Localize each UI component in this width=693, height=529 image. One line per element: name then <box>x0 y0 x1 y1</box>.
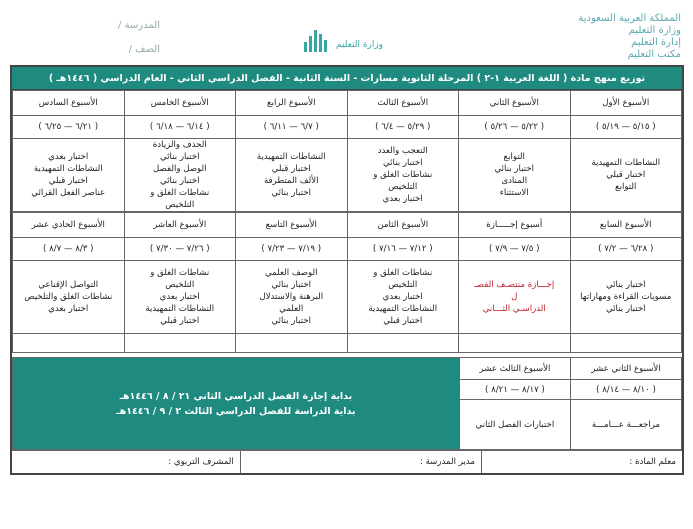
lesson-line: نشاطات الغلق والتلخيص <box>24 292 113 302</box>
week-dates: ( ٨/١٠ — ٨/١٤ ) <box>570 380 681 400</box>
lesson-line: اختبار قبلي <box>271 164 311 174</box>
week-label: الأسبوع الثاني <box>459 91 571 116</box>
lesson-line: نشاطات الغلق و <box>373 170 433 180</box>
week-spacer <box>570 334 682 353</box>
week-content: اختبارات الفصل الثاني <box>459 400 570 450</box>
term-start-note: بداية الدراسة للفصل الدراسي الثالث ٢ / ٩ / ١٤٤٦هـ <box>116 405 356 417</box>
lesson-line: التوابع <box>503 152 525 162</box>
lesson-line: مسويات القراءة ومهاراتها <box>580 292 672 302</box>
week-label: الأسبوع الثالث <box>347 91 459 116</box>
sheet-title: توزيع منهج مادة ( اللغة العربية ١-٢ ) المرحلة الثانوية مسارات - السنة الثانية - الفصل الدراسي الثاني - العام الدراسي ( ١٤٤٦هـ ) <box>12 67 682 90</box>
lesson-line: اختبار بنائي <box>605 304 646 314</box>
week-spacer <box>236 334 348 353</box>
lesson-line: اختبار قبلي <box>606 170 646 180</box>
lesson-line: اختبار بعدي <box>382 194 423 204</box>
lesson-line: التوابع <box>615 182 637 192</box>
lesson-line: اختبار بنائي <box>605 280 646 290</box>
week-dates: ( ٦/٧ — ٦/١١ ) <box>236 116 348 139</box>
week-label: الأسبوع الخامس <box>124 91 236 116</box>
week-dates: ( ٧/١٩ — ٧/٢٣ ) <box>236 238 348 261</box>
ministry-logo <box>300 22 410 58</box>
week-dates: ( ٧/٥ — ٧/٩ ) <box>459 238 571 261</box>
week-dates: ( ٦/٢٨ — ٧/٢ ) <box>570 238 682 261</box>
week-label: الأسبوع الرابع <box>236 91 348 116</box>
lesson-line: نشاطات الغلق و <box>373 268 433 278</box>
lesson-line: التواصل الإقناعي <box>38 280 99 290</box>
lesson-line: اختبار بنائي <box>271 316 312 326</box>
lesson-line: النشاطات التمهيدية <box>145 304 215 314</box>
week-dates: ( ٦/١٤ — ٦/١٨ ) <box>124 116 236 139</box>
lesson-line: ل <box>511 292 518 302</box>
lesson-line: التلخيص <box>388 182 418 192</box>
lesson-line: اختبار بنائي <box>159 152 200 162</box>
lesson-line: البرهنة والاستدلال <box>259 292 324 302</box>
week-label: الأسبوع الحادي عشر <box>13 213 125 238</box>
week-content <box>570 261 682 334</box>
break-start-note: بداية إجازة الفصل الدراسي الثاني ٢١ / ٨ / ١٤٤٦هـ <box>119 390 353 402</box>
curriculum-sheet <box>10 65 684 475</box>
lesson-line: اختبار بعدي <box>159 292 200 302</box>
week-spacer <box>347 334 459 353</box>
week-content: مراجعـــة عـــامـــة <box>570 400 681 450</box>
signature-row <box>12 450 682 473</box>
week-dates: ( ٨/٣ — ٨/٧ ) <box>13 238 125 261</box>
week-content <box>13 139 125 212</box>
lesson-line: اختبار بنائي <box>271 188 312 198</box>
week-dates: ( ٧/١٢ — ٧/١٦ ) <box>347 238 459 261</box>
ministry-logo-icon <box>300 22 334 56</box>
week-dates: ( ٦/٢١ — ٦/٢٥ ) <box>13 116 125 139</box>
week-content <box>236 261 348 334</box>
week-label: الأسبوع الثالث عشر <box>459 358 570 380</box>
lesson-line: الاستثناء <box>499 188 529 198</box>
supervisor-field: المشرف التربوي : <box>168 457 234 467</box>
lesson-line: التعجب والعدد <box>377 146 428 156</box>
term-notes <box>13 358 460 450</box>
lesson-line: النشاطات التمهيدية <box>591 158 661 168</box>
week-content <box>236 139 348 212</box>
lesson-line: اختبار قبلي <box>383 316 423 326</box>
lesson-line: إجـــازة منتصـف الفصـ <box>474 280 555 290</box>
lesson-line: اختبار قبلي <box>48 176 88 186</box>
school-info <box>100 14 160 62</box>
week-spacer <box>13 334 125 353</box>
lesson-line: اختبار بعدي <box>382 292 423 302</box>
week-dates: ( ٥/٢٢ — ٥/٢٦ ) <box>459 116 571 139</box>
lesson-line: الوصل والفصل <box>153 164 207 174</box>
lesson-line: اختبار بعدي <box>48 304 89 314</box>
lesson-line: التلخيص <box>388 280 418 290</box>
lesson-line: نشاطات الغلق و <box>150 188 210 198</box>
lesson-line: اختبار بنائي <box>382 158 423 168</box>
lesson-line: الحذف والزيادة <box>152 140 207 150</box>
week-spacer <box>124 334 236 353</box>
lesson-line: عناصر الفعل القرائي <box>31 188 106 198</box>
lesson-line: النشاطات التمهيدية <box>256 152 326 162</box>
week-label: الأسبوع العاشر <box>124 213 236 238</box>
week-label: الأسبوع الثامن <box>347 213 459 238</box>
lesson-line: العلمي <box>279 304 304 314</box>
logo-text: وزارة التعليم <box>336 40 384 50</box>
week-label: الأسبوع الأول <box>570 91 682 116</box>
week-dates: ( ٥/٢٩ — ٦/٤ ) <box>347 116 459 139</box>
lesson-line: اختبار بنائي <box>271 280 312 290</box>
lesson-line: المنادى <box>501 176 528 186</box>
lesson-line: التلخيص <box>165 280 195 290</box>
week-label: الأسبوع السادس <box>13 91 125 116</box>
lesson-line: اختبار قبلي <box>160 316 200 326</box>
week-spacer <box>459 334 571 353</box>
holiday-content <box>459 261 571 334</box>
lesson-line: اختبار بنائي <box>494 164 535 174</box>
lesson-line: اختبار بنائي <box>159 176 200 186</box>
lesson-line: الوصف العلمي <box>265 268 318 278</box>
principal-field: مدير المدرسة : <box>240 451 481 473</box>
lesson-line: اختبار بعدي <box>48 152 89 162</box>
week-dates: ( ٧/٢٦ — ٧/٣٠ ) <box>124 238 236 261</box>
lesson-line: النشاطات التمهيدية <box>33 164 103 174</box>
week-content <box>124 261 236 334</box>
week-content <box>347 261 459 334</box>
schedule-block-1 <box>12 90 682 212</box>
lesson-line: النشاطات التمهيدية <box>368 304 438 314</box>
week-content <box>347 139 459 212</box>
lesson-line: نشاطات الغلق و <box>150 268 210 278</box>
week-dates: ( ٨/١٧ — ٨/٢١ ) <box>459 380 570 400</box>
ministry-line: إدارة التعليم <box>631 37 681 48</box>
class-label: الصف / <box>128 44 160 55</box>
week-content <box>459 139 571 212</box>
week-content <box>13 261 125 334</box>
ministry-line: مكتب التعليم <box>627 49 681 60</box>
week-content <box>124 139 236 212</box>
ministry-header <box>561 13 681 61</box>
week-dates: ( ٥/١٥ — ٥/١٩ ) <box>570 116 682 139</box>
schedule-block-2 <box>12 212 682 353</box>
teacher-field: معلم المادة : <box>481 451 682 473</box>
week-content <box>570 139 682 212</box>
week-label: الأسبوع السابع <box>570 213 682 238</box>
lesson-line: الدراسـي الثـــاني <box>482 304 546 314</box>
week-label: الأسبوع التاسع <box>236 213 348 238</box>
week-label: أسبوع إجـــــازة <box>459 213 571 238</box>
ministry-line: وزارة التعليم <box>628 25 681 36</box>
week-label: الأسبوع الثاني عشر <box>570 358 681 380</box>
schedule-block-3 <box>12 357 682 450</box>
lesson-line: التلخيص <box>165 200 195 210</box>
ministry-line: المملكة العربية السعودية <box>578 13 681 24</box>
lesson-line: الألف المتطرفة <box>263 176 319 186</box>
school-label: المدرسة / <box>118 20 160 31</box>
